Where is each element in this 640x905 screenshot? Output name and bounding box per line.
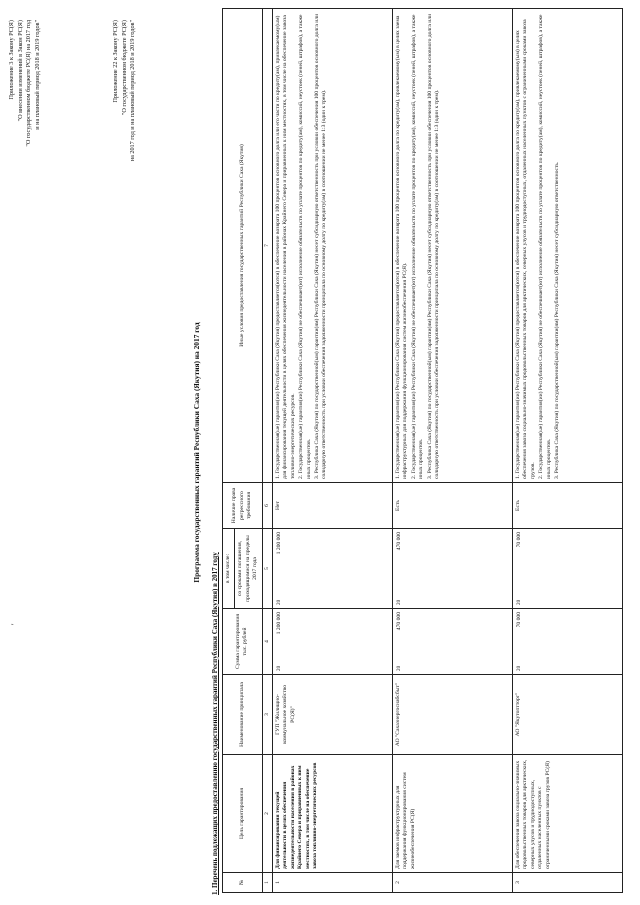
table-row — [273, 9, 393, 893]
condition-line: 1. Государственная(ые) гарантия(ии) Республики Саха (Якутия) предоставляется(ются) в обеспечение возврата 100 процентов основного долга по кредиту(ам), привлекаемому(ым) в целях обеспечения завоза социально-значимых продовольственных товаров для арктических, северных улусов и труднодоступных, отдаленных населенных пунктов с ограниченными сроками завоза грузов. — [515, 19, 536, 479]
condition-line: 2. Государственная(ые) гарантия(ии) Республики Саха (Якутия) не обеспечивает(ют) исполнение обязательств по уплате процентов по кредиту(ам), комиссий, неустоек (пеней, штрафов), а также иных процентов. — [538, 14, 552, 479]
header-prior: со сроками погашения, приходящимися на пределы 2017 года — [235, 529, 262, 609]
row-prior: 1 200 000 — [276, 532, 283, 555]
list-title: 1. Перечень подлежащих предоставлению государственных гарантий Республики Саха (Якутия) в 2017 году — [211, 552, 219, 895]
appendix-1-line: и на плановый период 2018 и 2019 годов" — [33, 20, 41, 130]
header-row — [223, 9, 235, 893]
row-sum-note: 20 — [276, 665, 283, 671]
appendix-2-line: на 2017 год и на плановый период 2018 и 2019 годов" — [129, 20, 137, 162]
col-number: 1 — [262, 873, 272, 893]
table-row — [513, 9, 623, 893]
row-conditions — [513, 9, 623, 483]
row-prior-note: 20 — [396, 599, 403, 605]
row-sum-note: 20 — [396, 665, 403, 671]
header-num: № — [223, 873, 263, 893]
row-regress: Нет — [273, 483, 393, 529]
appendix-note-1 — [8, 20, 42, 147]
main-title: Программа государственных гарантий Республики Саха (Якутия) на 2017 год — [192, 322, 201, 583]
appendix-1-line: "О государственном бюджете РС(Я) на 2017 год — [25, 20, 33, 147]
table-row — [393, 9, 513, 893]
condition-line: 1. Государственная(ые) гарантия(ии) Республики Саха (Якутия) предоставляется(ются) в обеспечение возврата 100 процентов основного долга по кредиту(ам), привлекаемому(ым) в целях заема инфраструктурных для поддержания функционирования систем жизнеобеспечения РС(Я). — [395, 15, 409, 479]
row-prior-cell — [393, 529, 513, 609]
row-prior-cell — [513, 529, 623, 609]
header-conditions: Иные условия предоставления государственных гарантий Республики Саха (Якутия) — [223, 9, 263, 483]
row-goal: Для финансирования текущей деятельности в целях обеспечения жизнедеятельности населения в районах Крайнего Севера и приравненных к ним местностях, в том числе на обеспечение завоза топливно-энергетических ресурсов — [273, 755, 393, 873]
row-sum: 70 000 — [516, 612, 523, 628]
appendix-note-2 — [112, 20, 138, 161]
row-regress: Есть — [393, 483, 513, 529]
scan-mark: ' — [10, 623, 19, 625]
row-principal: ГУП "Жилищно-коммунальное хозяйство РС(Я)" — [273, 675, 393, 755]
row-num: 2 — [393, 873, 513, 893]
row-prior: 70 000 — [516, 532, 523, 548]
column-numbers-row — [262, 9, 272, 893]
appendix-2-line: "О государственном бюджете РС(Я) — [120, 20, 128, 116]
appendix-2-line: Приложение 22 к Закону РС(Я) — [112, 20, 119, 103]
col-number: 3 — [262, 675, 272, 755]
row-principal: АО "Якутоптторг" — [513, 675, 623, 755]
row-goal: Для заемов инфраструктурных для поддержания функционирования систем жизнеобеспечения РС(Я) — [393, 755, 513, 873]
condition-line: 3. Республика Саха (Якутия) по государственной(ым) гарантии(ям) Республики Саха (Якутия) несет субсидиарную ответственность при условии обеспечения 100 процентов основного долга или солидарную ответственность при условии обеспечения задолженности принципала по основному долгу по кредиту(ам) в соотношении не менее 1:3 (один к трем). — [314, 13, 328, 479]
col-number: 6 — [262, 483, 272, 529]
guarantees-table — [222, 8, 623, 893]
condition-line: 2. Государственная(ые) гарантия(ии) Республики Саха (Якутия) не обеспечивает(ют) исполнение обязательств по уплате процентов по кредиту(ам), комиссий, неустоек (пеней, штрафов), а также иных процентов. — [298, 14, 312, 479]
row-conditions — [393, 9, 513, 483]
header-sum: Сумма гарантирования тыс. рублей — [223, 609, 263, 675]
col-number: 2 — [262, 755, 272, 873]
row-conditions — [273, 9, 393, 483]
row-prior-note: 20 — [516, 599, 523, 605]
row-prior-cell — [273, 529, 393, 609]
guarantees-table-wrap — [222, 8, 623, 893]
row-sum-cell — [273, 609, 393, 675]
col-number: 4 — [262, 609, 272, 675]
row-num: 1 — [273, 873, 393, 893]
condition-line: 3. Республика Саха (Якутия) по государственной(ым) гарантии(ям) Республики Саха (Якутия) несет субсидиарную ответственность при условии обеспечения 100 процентов основного долга или солидарную ответственность при условии обеспечения задолженности принципала по основному долгу по кредиту(ам) в соотношении не менее 1:3 (один к трем). — [426, 13, 441, 479]
condition-line: 3. Республика Саха (Якутия) по государственной(ым) гарантии(ям) Республики Саха (Якутия) несет субсидиарную ответственность. — [554, 161, 561, 479]
row-goal: Для обеспечения завоза социально-значимых продовольственных товаров для арктических, северных улусов и труднодоступных, отдаленных населенных пунктов с ограниченными сроками завоза грузов РС(Я) — [513, 755, 623, 873]
row-sum-cell — [393, 609, 513, 675]
condition-line: 2. Государственная(ые) гарантия(ии) Республики Саха (Якутия) не обеспечивает(ют) исполнение обязательств по уплате процентов по кредиту(ам), комиссий, неустоек (пеней, штрафов), а также иных процентов. — [410, 14, 425, 479]
row-principal: АО "Сахаэнергоснабсбыт" — [393, 675, 513, 755]
header-goal: Цель гарантирования — [223, 755, 263, 873]
header-regress: Наличие права регрессного требования — [223, 483, 263, 529]
row-regress: Есть — [513, 483, 623, 529]
col-number: 7 — [262, 9, 272, 483]
row-sum: 1 200 000 — [276, 612, 283, 635]
appendix-1-line: Приложение 3 к Закону РС(Я) — [8, 20, 15, 100]
header-including: в том числе: — [223, 529, 235, 609]
row-sum: 470 000 — [396, 612, 403, 631]
col-number: 5 — [262, 529, 272, 609]
appendix-1-line: "О внесении изменений в Закон РС(Я) — [16, 20, 24, 122]
header-principal: Наименование принципала — [223, 675, 263, 755]
row-prior: 470 000 — [396, 532, 403, 551]
row-sum-cell — [513, 609, 623, 675]
row-prior-note: 20 — [276, 599, 283, 605]
row-sum-note: 20 — [516, 665, 523, 671]
condition-line: 1. Государственная(ые) гарантия(ии) Республики Саха (Якутия) предоставляется(ются) в обеспечение возврата 100 процентов основного долга или его части по кредиту(ам), привлекаемому(ым) для финансирования текущей деятельности в целях обеспечения жизнедеятельности населения в районах Крайнего Севера и приравненных к ним местностях, в том числе на обеспечение завоза топливно-энергетических ресурсов. — [275, 15, 296, 479]
row-num: 3 — [513, 873, 623, 893]
